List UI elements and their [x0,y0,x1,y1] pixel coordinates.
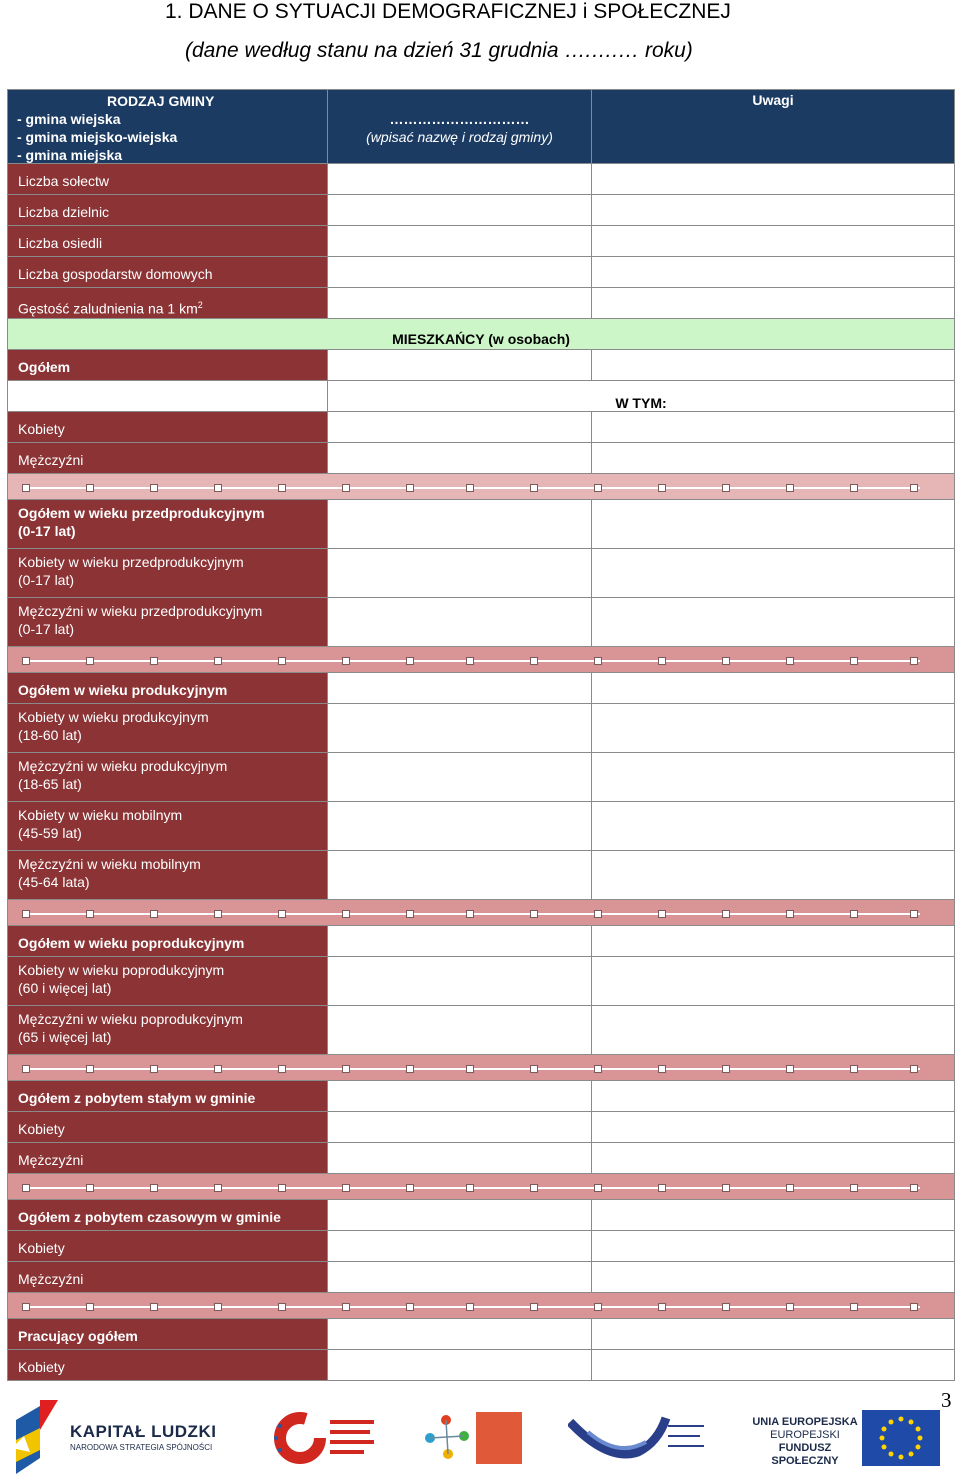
table-row [8,1006,955,1055]
remarks-cell[interactable] [592,500,955,549]
table-row [8,195,955,226]
municipality-name-hint: (wpisać nazwę i rodzaj gminy) [366,129,553,145]
row-label-line: Kobiety w wieku przedprodukcyjnym [18,554,244,570]
separator-marker [278,1303,286,1311]
municipality-type-option: - gmina miejsko-wiejska [17,129,178,145]
separator-marker [22,1184,30,1192]
remarks-cell[interactable] [592,350,955,381]
row-label: Liczba osiedli [8,226,328,257]
eu-flag-icon [862,1410,940,1466]
separator-marker [278,1065,286,1073]
footer-logos [0,1392,960,1484]
table-row [8,1350,955,1381]
section-subtitle: (dane według stanu na dzień 31 grudnia ….….… roku) [185,39,693,62]
row-label-line: Ogółem w wieku przedprodukcyjnym [18,505,265,521]
separator-marker [214,484,222,492]
remarks-cell[interactable] [592,164,955,195]
row-label [8,598,328,647]
separator-marker [150,1303,158,1311]
value-cell[interactable] [328,598,592,647]
density-unit-sup: 2 [197,300,203,310]
separator-marker [86,1184,94,1192]
separator-marker [658,1303,666,1311]
separator-marker [22,1303,30,1311]
separator-bar [8,474,955,500]
separator-marker [786,910,794,918]
separator-marker [86,484,94,492]
table-row [8,926,955,957]
table-row [8,443,955,474]
separator-marker [278,1184,286,1192]
kapital-ludzki-logo [10,1400,58,1474]
row-label: Ogółem w wieku produkcyjnym [8,673,328,704]
value-cell[interactable] [328,1143,592,1174]
separator-bar [8,1174,955,1200]
separator-marker [342,910,350,918]
blank-cell [8,381,328,412]
remarks-cell[interactable] [592,802,955,851]
page-number: 3 [941,1388,952,1412]
separator-marker [786,484,794,492]
row-label-line: (45-64 lata) [18,874,90,890]
separator-marker [22,484,30,492]
remarks-cell[interactable] [592,1231,955,1262]
separator-marker [466,910,474,918]
separator-marker [786,1303,794,1311]
separator-marker [910,657,918,665]
row-label-line: (0-17 lat) [18,523,76,539]
table-row [8,288,955,319]
separator-marker [150,484,158,492]
partner-logo-network [420,1406,524,1468]
value-cell[interactable] [328,802,592,851]
separator-marker [278,657,286,665]
remarks-cell[interactable] [592,926,955,957]
table-row [8,598,955,647]
separator-bar [8,900,955,926]
separator-marker [406,1065,414,1073]
row-label: Ogółem z pobytem stałym w gminie [8,1081,328,1112]
value-cell[interactable] [328,851,592,900]
remarks-cell[interactable] [592,957,955,1006]
municipality-type-cell [8,90,328,164]
row-label-line: Kobiety w wieku mobilnym [18,807,183,823]
municipality-type-title: RODZAJ GMINY [107,93,215,109]
remarks-cell[interactable] [592,753,955,802]
table-row [8,1231,955,1262]
separator-marker [406,484,414,492]
separator-marker [850,484,858,492]
separator-marker [722,657,730,665]
row-label-line: (18-65 lat) [18,776,82,792]
row-label-line: Mężczyźni w wieku poprodukcyjnym [18,1011,243,1027]
separator-marker [658,484,666,492]
partner-logo-c [272,1410,380,1466]
remarks-cell[interactable] [592,1006,955,1055]
row-label-line: Kobiety w wieku poprodukcyjnym [18,962,225,978]
separator-marker [658,1184,666,1192]
row-label [8,753,328,802]
separator-marker [594,1303,602,1311]
remarks-cell[interactable] [592,1350,955,1381]
value-cell[interactable] [328,226,592,257]
separator-marker [342,1184,350,1192]
separator-marker [466,1303,474,1311]
separator-marker [530,657,538,665]
remarks-cell[interactable] [592,226,955,257]
remarks-cell[interactable] [592,1319,955,1350]
row-label: Pracujący ogółem [8,1319,328,1350]
remarks-cell[interactable] [592,288,955,319]
remarks-header: Uwagi [592,90,955,164]
residents-header-row [8,319,955,350]
separator-marker [786,1184,794,1192]
row-label-line: (0-17 lat) [18,572,75,588]
separator-row [8,1293,955,1319]
table-row [8,257,955,288]
separator-marker [530,1184,538,1192]
table-row [8,500,955,549]
table-row [8,704,955,753]
eu-logo-text [752,1416,858,1468]
value-cell[interactable] [328,1231,592,1262]
remarks-cell[interactable] [592,1200,955,1231]
partner-logo-swoosh [568,1412,708,1464]
separator-marker [466,1184,474,1192]
separator-marker [530,910,538,918]
separator-marker [278,910,286,918]
value-cell[interactable] [328,753,592,802]
value-cell[interactable] [328,1319,592,1350]
remarks-cell[interactable] [592,851,955,900]
row-label: Ogółem w wieku poprodukcyjnym [8,926,328,957]
separator-marker [342,1065,350,1073]
table-row [8,412,955,443]
separator-marker [86,910,94,918]
row-label: Mężczyźni [8,1143,328,1174]
row-label: Kobiety [8,1112,328,1143]
including-header-row [8,381,955,412]
remarks-cell[interactable] [592,443,955,474]
separator-marker [722,910,730,918]
remarks-cell[interactable] [592,1262,955,1293]
separator-bar [8,1293,955,1319]
remarks-cell[interactable] [592,1143,955,1174]
separator-marker [594,1184,602,1192]
separator-marker [658,657,666,665]
remarks-cell[interactable] [592,598,955,647]
separator-marker [214,657,222,665]
separator-marker [86,1303,94,1311]
separator-marker [910,484,918,492]
remarks-cell[interactable] [592,1081,955,1112]
remarks-cell[interactable] [592,195,955,226]
value-cell[interactable] [328,549,592,598]
separator-marker [910,1065,918,1073]
separator-marker [406,1184,414,1192]
row-label: Kobiety [8,1231,328,1262]
separator-marker [786,1065,794,1073]
separator-marker [530,1065,538,1073]
remarks-cell[interactable] [592,549,955,598]
value-cell[interactable] [328,1350,592,1381]
separator-marker [658,910,666,918]
value-cell[interactable] [328,673,592,704]
remarks-cell[interactable] [592,412,955,443]
separator-marker [658,1065,666,1073]
separator-marker [342,657,350,665]
separator-bar [8,647,955,673]
table-row [8,1143,955,1174]
including-header: W TYM: [328,381,955,412]
separator-row [8,647,955,673]
table-row [8,802,955,851]
value-cell[interactable] [328,1081,592,1112]
separator-marker [150,910,158,918]
separator-marker [214,1303,222,1311]
density-row-label [8,288,328,319]
row-label: Mężczyźni [8,443,328,474]
row-label [8,1006,328,1055]
separator-marker [594,910,602,918]
separator-marker [722,1065,730,1073]
row-label: Ogółem z pobytem czasowym w gminie [8,1200,328,1231]
value-cell[interactable] [328,257,592,288]
row-label [8,957,328,1006]
table-row [8,164,955,195]
row-label [8,851,328,900]
table-row [8,350,955,381]
value-cell[interactable] [328,704,592,753]
separator-marker [214,1184,222,1192]
table-row [8,549,955,598]
separator-marker [406,910,414,918]
value-cell[interactable] [328,443,592,474]
separator-marker [150,1065,158,1073]
table-row [8,1081,955,1112]
separator-marker [594,484,602,492]
table-row [8,1262,955,1293]
separator-marker [786,657,794,665]
value-cell[interactable] [328,926,592,957]
row-label-line: (45-59 lat) [18,825,82,841]
separator-marker [850,1184,858,1192]
separator-marker [722,1303,730,1311]
municipality-type-option: - gmina wiejska [17,111,121,127]
kapital-ludzki-title: KAPITAŁ LUDZKI [70,1422,217,1441]
table-row [8,957,955,1006]
separator-marker [214,1065,222,1073]
row-label [8,802,328,851]
row-label: Ogółem [8,350,328,381]
density-label-text: Gęstość zaludnienia na 1 km [18,300,198,317]
table-row [8,673,955,704]
row-label: Kobiety [8,412,328,443]
row-label [8,704,328,753]
separator-marker [850,1065,858,1073]
row-label [8,549,328,598]
separator-marker [22,1065,30,1073]
row-label-line: (65 i więcej lat) [18,1029,112,1045]
separator-marker [594,657,602,665]
separator-marker [910,1184,918,1192]
separator-marker [22,657,30,665]
separator-bar [8,1055,955,1081]
separator-marker [530,1303,538,1311]
value-cell[interactable] [328,1262,592,1293]
value-cell[interactable] [328,350,592,381]
separator-marker [342,1303,350,1311]
table-row [8,753,955,802]
remarks-cell[interactable] [592,1112,955,1143]
separator-row [8,474,955,500]
row-label-line: Mężczyźni w wieku mobilnym [18,856,201,872]
municipality-name-cell[interactable] [328,90,592,164]
separator-row [8,900,955,926]
eu-text-line: FUNDUSZ SPOŁECZNY [771,1442,839,1467]
value-cell[interactable] [328,1006,592,1055]
municipality-type-option: - gmina miejska [17,147,123,163]
eu-text-line: UNIA EUROPEJSKA [752,1416,858,1428]
separator-marker [466,484,474,492]
table-row [8,851,955,900]
value-cell[interactable] [328,288,592,319]
row-label-line: Kobiety w wieku produkcyjnym [18,709,209,725]
eu-text-line: EUROPEJSKI [770,1429,840,1441]
separator-marker [466,1065,474,1073]
value-cell[interactable] [328,164,592,195]
demographic-table [7,89,955,1381]
row-label-line: Mężczyźni w wieku produkcyjnym [18,758,228,774]
separator-marker [594,1065,602,1073]
value-cell[interactable] [328,195,592,226]
municipality-name-dots: ………………………… [389,111,530,127]
separator-marker [530,484,538,492]
row-label-line: (60 i więcej lat) [18,980,112,996]
table-row [8,1112,955,1143]
value-cell[interactable] [328,1200,592,1231]
table-row [8,1319,955,1350]
row-label-line: (0-17 lat) [18,621,75,637]
row-label: Kobiety [8,1350,328,1381]
separator-marker [850,1303,858,1311]
separator-marker [406,657,414,665]
separator-marker [466,657,474,665]
separator-row [8,1174,955,1200]
value-cell[interactable] [328,1112,592,1143]
value-cell[interactable] [328,957,592,1006]
row-label-line: Mężczyźni w wieku przedprodukcyjnym [18,603,263,619]
separator-marker [278,484,286,492]
separator-marker [86,1065,94,1073]
separator-marker [150,1184,158,1192]
separator-marker [22,910,30,918]
table-row [8,226,955,257]
remarks-cell[interactable] [592,673,955,704]
separator-marker [910,910,918,918]
separator-marker [150,657,158,665]
row-label [8,500,328,549]
separator-marker [722,484,730,492]
separator-marker [214,910,222,918]
kapital-ludzki-subtitle: NARODOWA STRATEGIA SPÓJNOŚCI [70,1443,213,1452]
row-label-line: (18-60 lat) [18,727,82,743]
row-label: Liczba gospodarstw domowych [8,257,328,288]
separator-marker [342,484,350,492]
separator-marker [910,1303,918,1311]
row-label: Liczba sołectw [8,164,328,195]
separator-marker [850,657,858,665]
section-title: 1. DANE O SYTUACJI DEMOGRAFICZNEJ i SPOŁECZNEJ [165,0,731,23]
table-row [8,1200,955,1231]
remarks-cell[interactable] [592,704,955,753]
separator-marker [850,910,858,918]
remarks-cell[interactable] [592,257,955,288]
value-cell[interactable] [328,412,592,443]
separator-marker [86,657,94,665]
row-label: Mężczyźni [8,1262,328,1293]
separator-row [8,1055,955,1081]
row-label: Liczba dzielnic [8,195,328,226]
separator-marker [406,1303,414,1311]
value-cell[interactable] [328,500,592,549]
table-header-row [8,90,955,164]
separator-marker [722,1184,730,1192]
residents-header: MIESZKAŃCY (w osobach) [8,319,955,350]
